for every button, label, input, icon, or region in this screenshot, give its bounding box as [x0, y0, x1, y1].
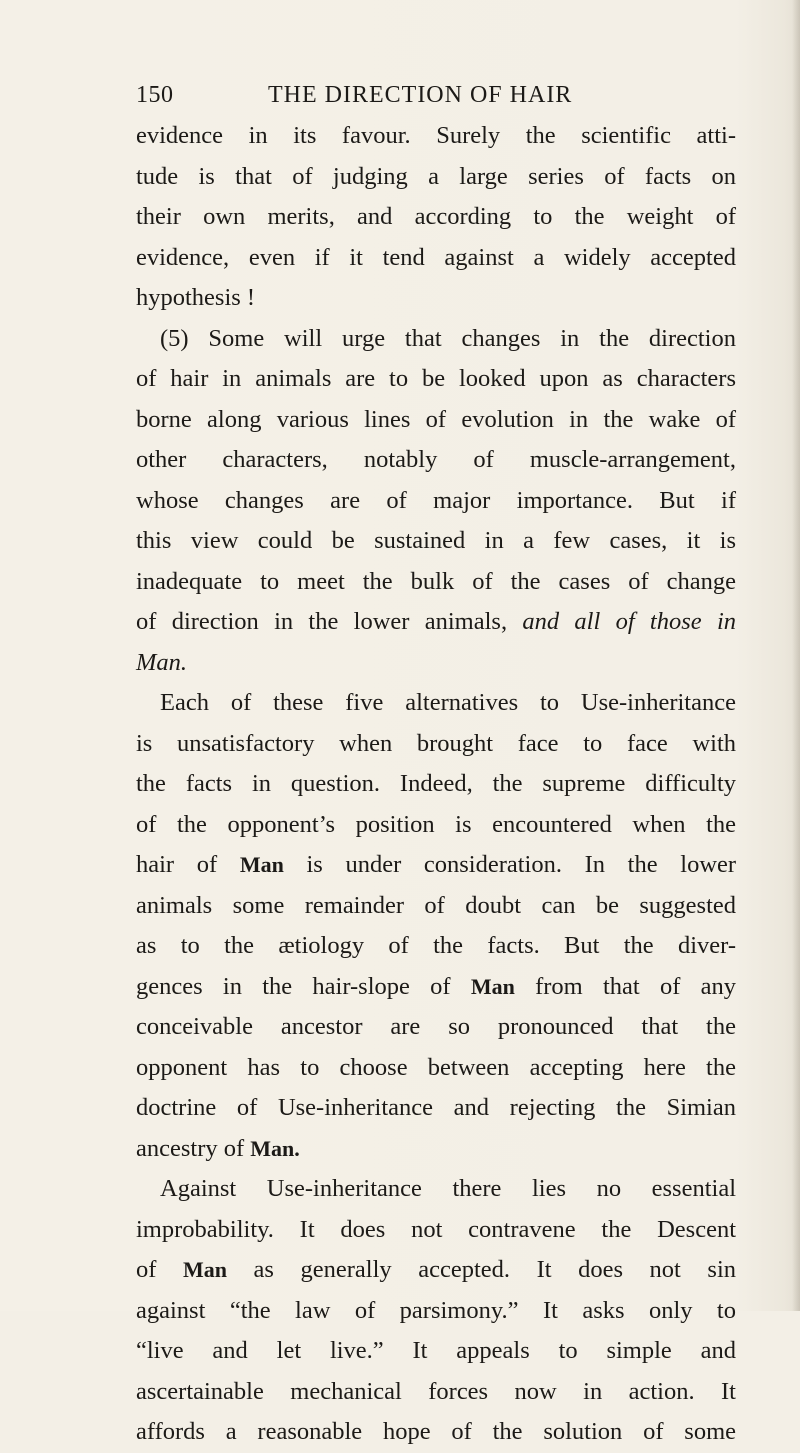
text-line: ascertainable mechanical forces now in action. It [136, 1377, 736, 1405]
text-line: this view could be sustained in a few cases, it is [136, 527, 736, 554]
running-title: THE DIRECTION OF HAIR [268, 82, 573, 108]
text-line: is unsatisfactory when brought face to face with [136, 729, 736, 757]
text-line: tude is that of judging a large series of facts on [136, 162, 736, 190]
italic-phrase: and all of those in [522, 608, 736, 635]
text-line: hypothesis ! [136, 284, 256, 311]
text-line: of hair in animals are to be looked upon as characters [136, 365, 736, 392]
text-line: gences in the hair-slope of Man from that of any [136, 972, 737, 1000]
text-line: doctrine of Use-inheritance and rejecting the Simian [136, 1094, 736, 1121]
text-line: inadequate to meet the bulk of the cases of change [136, 567, 736, 595]
text-line: whose changes are of major importance. But if [136, 486, 736, 514]
text-line: hair of Man is under consideration. In the lower [136, 851, 737, 878]
text-line: (5) Some will urge that changes in the direction [160, 324, 736, 352]
page-number: 150 [136, 82, 174, 108]
text-line: of direction in the lower animals, and all of those in [136, 608, 736, 635]
text-line: evidence in its favour. Surely the scientific atti- [136, 122, 736, 149]
text-line: the facts in question. Indeed, the supreme difficulty [136, 770, 736, 797]
bold-word-man: Man [470, 973, 515, 999]
body-text [136, 116, 736, 1453]
page-header [136, 82, 746, 114]
text-line [136, 643, 736, 684]
bold-word-man: Man. [250, 1135, 300, 1161]
text-line: of Man as generally accepted. It does not sin [136, 1256, 737, 1283]
text-line: opponent has to choose between accepting here the [136, 1053, 736, 1081]
text-line: against “the law of parsimony.” It asks only to [136, 1296, 736, 1324]
text-line: other characters, notably of muscle-arrangement, [136, 446, 736, 473]
text-line: evidence, even if it tend against a widely accepted [136, 243, 736, 271]
text-line: as to the ætiology of the facts. But the diver- [136, 932, 736, 959]
text-line: animals some remainder of doubt can be suggested [136, 891, 736, 919]
bold-word-man: Man [239, 852, 284, 877]
page-edge-shadow [792, 0, 800, 1311]
text-line: Against Use-inheritance there lies no essential [160, 1175, 736, 1202]
text-line: “live and let live.” It appeals to simple and [136, 1337, 736, 1364]
text-line: of the opponent’s position is encountered when the [136, 810, 736, 838]
text-line: their own merits, and according to the weight of [136, 203, 736, 230]
text-line: affords a reasonable hope of the solution of some [136, 1418, 736, 1445]
italic-word-man: Man. [136, 648, 188, 676]
text-line: Each of these five alternatives to Use-inheritance [160, 689, 736, 716]
text-line: improbability. It does not contravene the Descent [136, 1215, 736, 1243]
text-line: borne along various lines of evolution in the wake of [136, 405, 736, 433]
text-line: conceivable ancestor are so pronounced that the [136, 1013, 736, 1040]
bold-word-man: Man [182, 1257, 227, 1282]
text-line: ancestry of Man. [136, 1134, 300, 1162]
